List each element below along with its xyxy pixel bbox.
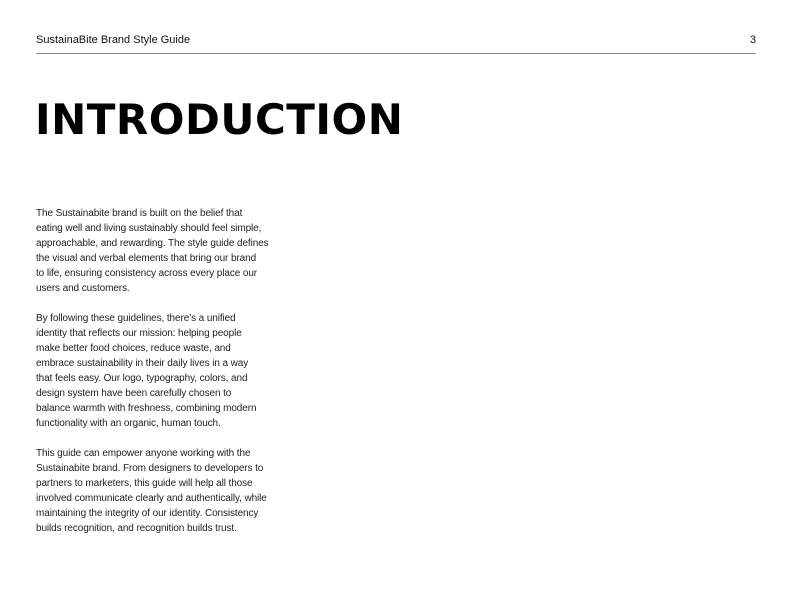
text-line: users and customers. [36, 283, 130, 294]
text-line: embrace sustainability in their daily lives in a way [36, 358, 249, 369]
paragraph-3 [36, 446, 286, 536]
text-line: design system have been carefully chosen to [36, 388, 232, 399]
text-line: maintaining the integrity of our identity. Consistency [36, 508, 259, 519]
header-title: SustainaBite Brand Style Guide [36, 34, 191, 46]
body-text [36, 206, 286, 551]
text-line: make better food choices, reduce waste, and [36, 343, 231, 354]
page-header [36, 33, 756, 47]
text-line: partners to marketers, this guide will help all those [36, 478, 253, 489]
paragraph-2 [36, 311, 286, 431]
text-line: identity that reflects our mission: helping people [36, 328, 242, 339]
text-line: that feels easy. Our logo, typography, colors, and [36, 373, 248, 384]
text-line: approachable, and rewarding. The style guide defines [36, 238, 269, 249]
text-line: to life, ensuring consistency across every place our [36, 268, 258, 279]
text-line: balance warmth with freshness, combining modern [36, 403, 257, 414]
text-line: the visual and verbal elements that bring our brand [36, 253, 257, 264]
page-number: 3 [749, 34, 756, 46]
text-line: eating well and living sustainably should feel simple, [36, 223, 262, 234]
page-title: INTRODUCTION [35, 95, 404, 144]
text-line: involved communicate clearly and authentically, while [36, 493, 267, 504]
text-line: builds recognition, and recognition builds trust. [36, 523, 237, 534]
text-line: The Sustainabite brand is built on the belief that [36, 208, 243, 219]
text-line: This guide can empower anyone working with the [36, 448, 251, 459]
header-divider [36, 53, 756, 54]
text-line: By following these guidelines, there’s a unified [36, 313, 236, 324]
text-line: Sustainabite brand. From designers to developers to [36, 463, 264, 474]
paragraph-1 [36, 206, 286, 296]
text-line: functionality with an organic, human touch. [36, 418, 221, 429]
